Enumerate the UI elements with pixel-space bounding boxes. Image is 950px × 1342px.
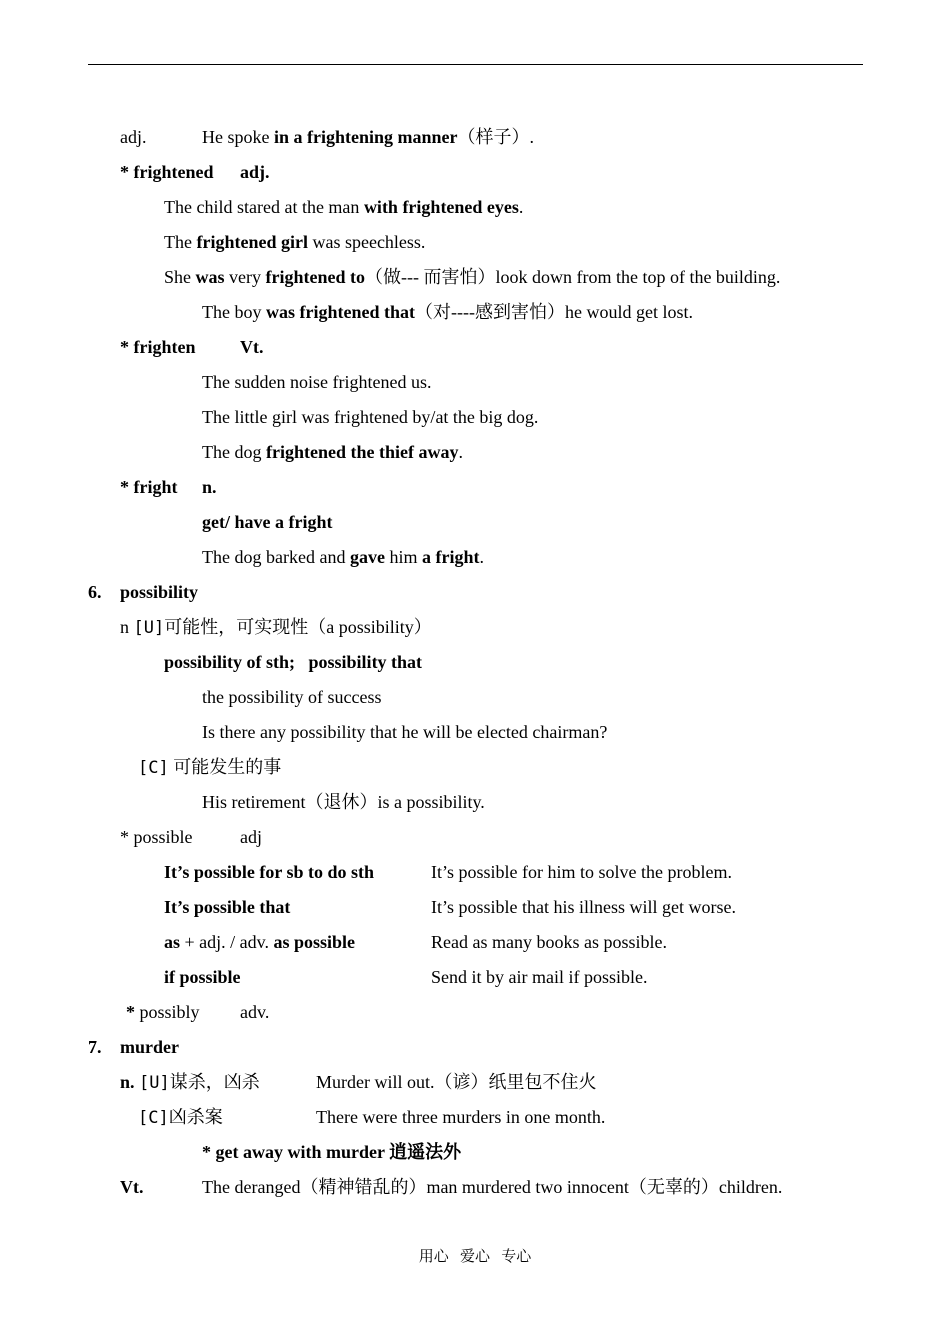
phrase: It’s possible that — [164, 897, 291, 917]
example-sentence: The boy was frightened that（对----感到害怕）he would get lost. — [202, 302, 693, 322]
header-rule — [88, 64, 863, 65]
example-sentence: It’s possible that his illness will get worse. — [431, 897, 736, 917]
word-fright: * fright — [120, 477, 178, 497]
phrase: It’s possible for sb to do sth — [164, 862, 375, 882]
example-sentence: She was very frightened to（做--- 而害怕）look down from the top of the building. — [164, 267, 781, 287]
example-sentence: It’s possible for him to solve the problem. — [431, 862, 732, 882]
item-number: 6. — [88, 582, 102, 602]
pos-label: Vt. — [240, 337, 264, 357]
example-sentence: the possibility of success — [202, 687, 382, 707]
phrase: if possible — [164, 967, 241, 987]
example-sentence: The dog frightened the thief away. — [202, 442, 463, 462]
example-sentence: He spoke in a frightening manner（样子）. — [202, 127, 534, 147]
example-sentence: The little girl was frightened by/at the big dog. — [202, 407, 539, 427]
example-sentence: Read as many books as possible. — [431, 932, 667, 952]
definition: n. [U]谋杀，凶杀 — [120, 1072, 260, 1093]
phrase: get/ have a fright — [202, 512, 333, 532]
idiom: * get away with murder 逍遥法外 — [202, 1142, 462, 1162]
phrase: as + adj. / adv. as possible — [164, 932, 356, 952]
example-sentence: His retirement（退休）is a possibility. — [202, 792, 485, 812]
headword-murder: murder — [120, 1037, 179, 1057]
example-sentence: The frightened girl was speechless. — [164, 232, 426, 252]
word-possibly: * possibly — [126, 1002, 200, 1022]
item-number: 7. — [88, 1037, 102, 1057]
example-sentence: The child stared at the man with frightened eyes. — [164, 197, 524, 217]
definition: [C] 可能发生的事 — [138, 757, 282, 778]
word-frightened: * frightened — [120, 162, 214, 182]
example-sentence: There were three murders in one month. — [316, 1107, 606, 1127]
pos-label: adv. — [240, 1002, 270, 1022]
example-sentence: The deranged（精神错乱的）man murdered two innocent（无辜的）children. — [202, 1177, 783, 1197]
definition: n [U]可能性，可实现性（a possibility） — [120, 617, 432, 638]
example-sentence: Murder will out.（谚）纸里包不住火 — [316, 1072, 597, 1092]
adj-label: adj. — [120, 127, 147, 147]
page-footer: 用心 爱心 专心 — [418, 1249, 532, 1265]
headword-possibility: possibility — [120, 582, 199, 602]
word-possible: * possible — [120, 827, 193, 847]
example-sentence: The dog barked and gave him a fright. — [202, 547, 484, 567]
example-sentence: Send it by air mail if possible. — [431, 967, 648, 987]
word-frighten: * frighten — [120, 337, 196, 357]
pos-label: Vt. — [120, 1177, 144, 1197]
pos-label: n. — [202, 477, 217, 497]
example-sentence: Is there any possibility that he will be elected chairman? — [202, 722, 608, 742]
phrase: possibility of sth; possibility that — [164, 652, 423, 672]
definition: [C]凶杀案 — [138, 1107, 223, 1128]
pos-label: adj — [240, 827, 262, 847]
pos-label: adj. — [240, 162, 270, 182]
example-sentence: The sudden noise frightened us. — [202, 372, 432, 392]
